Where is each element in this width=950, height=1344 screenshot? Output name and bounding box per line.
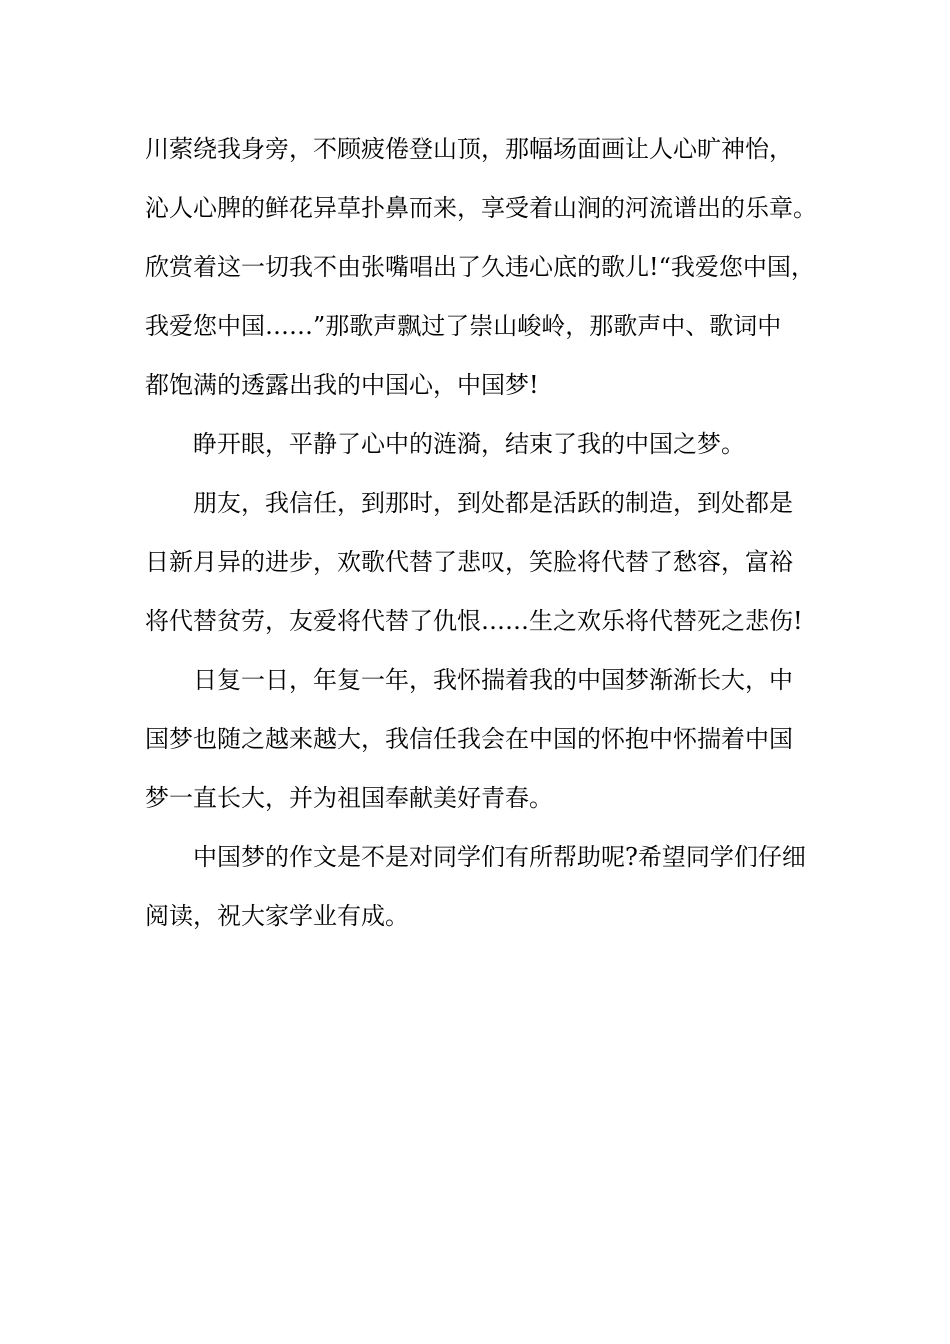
text-line: 国梦也随之越来越大，我信任我会在中国的怀抱中怀揣着中国	[145, 725, 793, 753]
text-line: 我爱您中国……”那歌声飘过了崇山峻岭，那歌声中、歌词中	[145, 312, 782, 340]
paragraph-start-line: 日复一日，年复一年，我怀揣着我的中国梦渐渐长大，中	[193, 666, 793, 694]
text-line: 欣赏着这一切我不由张嘴唱出了久违心底的歌儿!“我爱您中国，	[145, 253, 815, 281]
text-line: 沁人心脾的鲜花异草扑鼻而来，享受着山涧的河流谱出的乐章。	[145, 194, 817, 222]
paragraph-start-line: 朋友，我信任，到那时，到处都是活跃的制造，到处都是	[193, 489, 793, 517]
text-line: 日新月异的进步，欢歌代替了悲叹，笑脸将代替了愁容，富裕	[145, 548, 793, 576]
paragraph-start-line: 中国梦的作文是不是对同学们有所帮助呢?希望同学们仔细	[193, 843, 806, 871]
text-line: 将代替贫劳，友爱将代替了仇恨……生之欢乐将代替死之悲伤!	[145, 607, 803, 635]
body-text	[145, 127, 815, 953]
text-line: 阅读，祝大家学业有成。	[145, 902, 409, 930]
text-line: 川萦绕我身旁，不顾疲倦登山顶，那幅场面画让人心旷神怡，	[145, 135, 793, 163]
text-line: 梦一直长大，并为祖国奉献美好青春。	[145, 784, 553, 812]
paragraph-start-line: 睁开眼，平静了心中的涟漪，结束了我的中国之梦。	[193, 430, 745, 458]
text-line: 都饱满的透露出我的中国心，中国梦!	[145, 371, 539, 399]
